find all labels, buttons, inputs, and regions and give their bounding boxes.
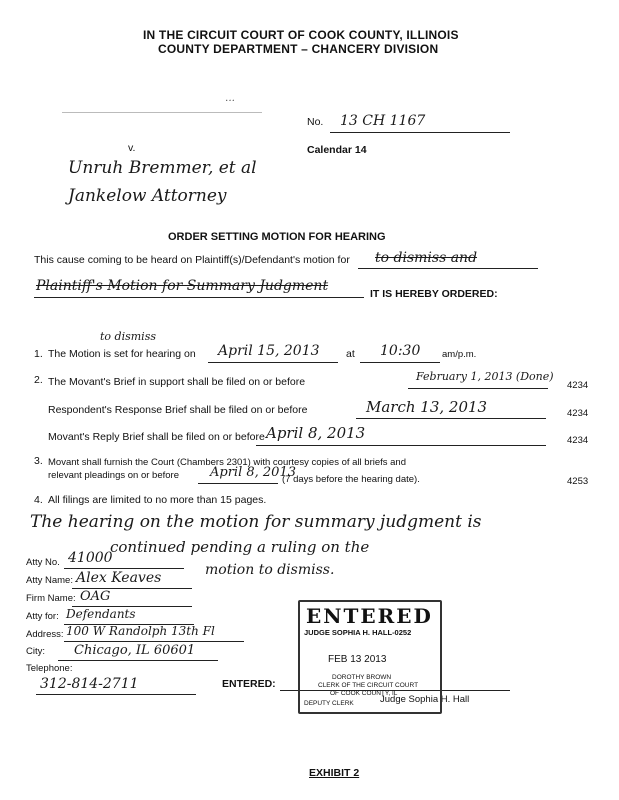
- item2-date-line: [408, 388, 548, 389]
- item2c-date-handwritten: April 8, 2013: [266, 424, 366, 442]
- telephone-label: Telephone:: [26, 663, 73, 674]
- stamp-clerk-3: OF COOK COUNTY, IL: [330, 690, 398, 697]
- atty-for-label: Atty for:: [26, 611, 59, 622]
- stamp-title: ENTERED: [306, 604, 433, 628]
- plaintiff-line: [62, 112, 262, 113]
- case-no-handwritten: 13 CH 1167: [340, 113, 426, 129]
- item3-number: 3.: [34, 455, 43, 467]
- item3-text-2: relevant pleadings on or before: [48, 470, 179, 481]
- item2b-date-handwritten: March 13, 2013: [366, 398, 488, 416]
- item4-text: All filings are limited to no more than 15 pages.: [48, 494, 267, 506]
- court-header-line1: IN THE CIRCUIT COURT OF COOK COUNTY, ILLINOIS: [143, 28, 459, 42]
- atty-no-handwritten: 41000: [68, 550, 113, 566]
- intro-text: This cause coming to be heard on Plaintiff(s)/Defendant's motion for: [34, 254, 350, 266]
- handwritten-note-line1: The hearing on the motion for summary judgment is: [30, 512, 482, 532]
- item2b-code: 4234: [567, 408, 589, 419]
- atty-name-label: Atty Name:: [26, 575, 73, 586]
- entered-stamp: [298, 600, 442, 714]
- item3-date-handwritten: April 8, 2013: [210, 465, 296, 480]
- exhibit-label: EXHIBIT 2: [309, 767, 360, 779]
- item1-time-line: [360, 362, 440, 363]
- atty-for-handwritten: Defendants: [66, 607, 136, 621]
- item4-number: 4.: [34, 494, 43, 506]
- item1-ampm: am/p.m.: [442, 349, 477, 360]
- item3-paren: (7 days before the hearing date).: [282, 474, 420, 485]
- case-no-label: No.: [307, 116, 324, 128]
- item2-code: 4234: [567, 380, 589, 391]
- telephone-handwritten: 312-814-2711: [40, 676, 139, 692]
- handwritten-note-line2: continued pending a ruling on the: [110, 538, 370, 556]
- item3-date-line: [198, 483, 278, 484]
- address-label: Address:: [26, 629, 64, 640]
- city-line: [58, 660, 218, 661]
- entered-label: ENTERED:: [222, 678, 276, 690]
- calendar-label: Calendar 14: [307, 144, 367, 156]
- item2b-date-line: [356, 418, 546, 419]
- item1-date-line: [208, 362, 338, 363]
- intro-line-2: [34, 297, 364, 298]
- city-handwritten: Chicago, IL 60601: [74, 643, 196, 658]
- signature-caption: Judge Sophia H. Hall: [380, 694, 470, 705]
- stamp-clerk-1: DOROTHY BROWN: [332, 674, 392, 681]
- item1-number: 1.: [34, 348, 43, 360]
- plaintiff-handwritten: ...: [225, 92, 236, 104]
- stamp-clerk-2: CLERK OF THE CIRCUIT COURT: [318, 682, 419, 689]
- city-label: City:: [26, 646, 45, 657]
- stamp-judge: JUDGE SOPHIA H. HALL-0252: [304, 628, 412, 637]
- item2c-code: 4234: [567, 435, 589, 446]
- item1-time-handwritten: 10:30: [380, 343, 421, 359]
- stamp-date: FEB 13 2013: [328, 654, 387, 665]
- item3-text-1: Movant shall furnish the Court (Chambers 2301) with courtesy copies of all briefs and: [48, 457, 407, 468]
- item1-text: The Motion is set for hearing on: [48, 348, 196, 360]
- firm-name-handwritten: OAG: [80, 589, 111, 604]
- versus-label: v.: [128, 142, 136, 154]
- intro-handwritten-2: Plaintiff's Motion for Summary Judgment: [36, 278, 329, 294]
- intro-handwritten-1: to dismiss and: [375, 250, 478, 266]
- atty-no-line: [64, 568, 184, 569]
- item1-handwritten-above: to dismiss: [100, 330, 156, 343]
- order-title: ORDER SETTING MOTION FOR HEARING: [168, 231, 386, 243]
- hereby-ordered: IT IS HEREBY ORDERED:: [370, 288, 498, 300]
- address-handwritten: 100 W Randolph 13th Fl: [66, 624, 215, 638]
- defendant-handwritten-1: Unruh Bremmer, et al: [68, 158, 257, 178]
- item3-code: 4253: [567, 476, 589, 487]
- handwritten-note-line3: motion to dismiss.: [205, 562, 335, 578]
- item1-date-handwritten: April 15, 2013: [218, 343, 320, 359]
- telephone-line: [36, 694, 196, 695]
- firm-name-label: Firm Name:: [26, 593, 76, 604]
- intro-line-1: [358, 268, 538, 269]
- stamp-clerk-4: DEPUTY CLERK: [304, 700, 354, 707]
- address-line: [64, 641, 244, 642]
- item2-number: 2.: [34, 374, 43, 386]
- case-no-line: [330, 132, 510, 133]
- court-header-line2: COUNTY DEPARTMENT – CHANCERY DIVISION: [158, 42, 439, 56]
- atty-name-handwritten: Alex Keaves: [76, 570, 162, 586]
- item2c-text: Movant's Reply Brief shall be filed on or before: [48, 431, 265, 443]
- defendant-handwritten-2: Jankelow Attorney: [68, 186, 227, 206]
- item2c-date-line: [256, 445, 546, 446]
- item2-text: The Movant's Brief in support shall be filed on or before: [48, 376, 306, 388]
- atty-no-label: Atty No.: [26, 557, 60, 568]
- item1-at: at: [346, 348, 355, 360]
- item2-date-handwritten: February 1, 2013 (Done): [416, 370, 554, 383]
- item2b-text: Respondent's Response Brief shall be filed on or before: [48, 404, 308, 416]
